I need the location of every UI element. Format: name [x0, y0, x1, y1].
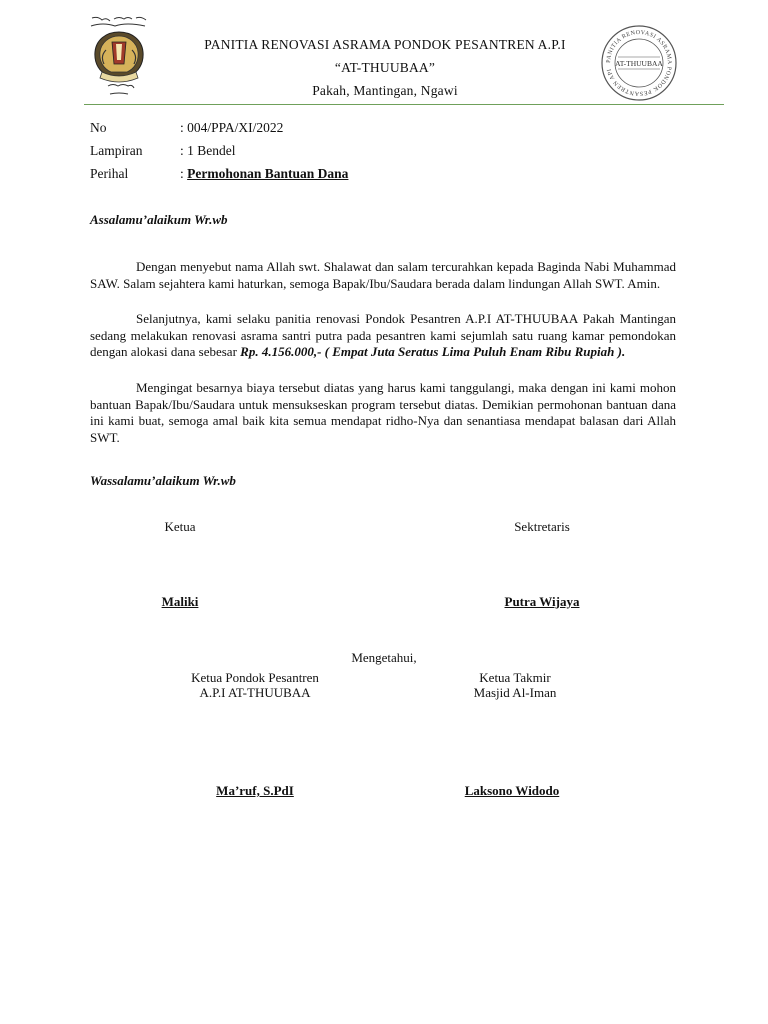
closing-greeting: Wassalamu’alaikum Wr.wb: [90, 473, 236, 488]
pesantren-emblem-logo: [88, 14, 150, 102]
header-line-1: PANITIA RENOVASI ASRAMA PONDOK PESANTREN A.P.I: [204, 37, 566, 52]
header-divider: [84, 104, 724, 105]
body-paragraph-1: Dengan menyebut nama Allah swt. Shalawat dan salam tercurahkan kepada Baginda Nabi Muhammad SAW. Salam sejahtera kami haturkan, semoga Bapak/Ibu/Saudara berada dalam lindungan Allah SWT. Amin.: [90, 259, 676, 291]
takmir-title-line-1: Ketua Takmir: [479, 670, 551, 685]
perihal-label: Perihal: [90, 166, 129, 181]
fund-amount: Rp. 4.156.000,- ( Empat Juta Seratus Lima Puluh Enam Ribu Rupiah ).: [240, 344, 626, 359]
perihal-colon: :: [180, 166, 188, 181]
body-paragraph-2-text: Selanjutnya, kami selaku panitia renovasi Pondok Pesantren A.P.I AT-THUUBAA Pakah Mantingan sedang melakukan renovasi asrama santri putra pada pesantren kami sejumlah satu ruang kamar pemondokan dengan alokasi dana sebesar: [90, 311, 676, 359]
header-line-2: “AT-THUUBAA”: [334, 60, 436, 75]
pondok-leader-name: Ma’ruf, S.PdI: [216, 783, 294, 798]
pondok-title-line-1: Ketua Pondok Pesantren: [191, 670, 319, 685]
takmir-leader-title: [440, 670, 590, 700]
perihal-value-line: [180, 166, 348, 182]
sekretaris-role: Sektretaris: [514, 519, 570, 534]
header-line-3: Pakah, Mantingan, Ngawi: [312, 83, 458, 98]
takmir-leader-name: Laksono Widodo: [464, 783, 560, 798]
perihal-value: Permohonan Bantuan Dana: [187, 166, 349, 181]
body-paragraph-2: [90, 311, 676, 361]
pondok-leader-title: [160, 670, 350, 700]
lampiran-label: Lampiran: [90, 143, 143, 158]
pondok-title-line-2: A.P.I AT-THUUBAA: [199, 685, 311, 700]
opening-greeting: Assalamu’alaikum Wr.wb: [90, 212, 228, 227]
lampiran-value: : 1 Bendel: [180, 143, 236, 158]
no-value: : 004/PPA/XI/2022: [180, 120, 284, 135]
ketua-role: Ketua: [164, 519, 196, 534]
mengetahui-label: Mengetahui,: [351, 650, 417, 665]
stamp-center-text: AT-THUUBAA: [615, 59, 663, 68]
no-label: No: [90, 120, 107, 135]
ketua-name: Maliki: [161, 594, 199, 609]
body-paragraph-3: Mengingat besarnya biaya tersebut diatas yang harus kami tanggulangi, maka dengan ini kami mohon bantuan Bapak/Ibu/Saudara untuk mensukseskan program tersebut diatas. Demikian permohonan bantuan dana ini kami buat, semoga amal baik kita semua mendapat ridho-Nya dan senantiasa mendapat balasan dari Allah SWT.: [90, 380, 676, 445]
stamp-ring-text: PANITIA RENOVASI ASRAMA PONDOK PESANTREN API: [605, 29, 673, 97]
committee-stamp-logo: [600, 24, 678, 102]
takmir-title-line-2: Masjid Al-Iman: [473, 685, 557, 700]
sekretaris-name: Putra Wijaya: [504, 594, 580, 609]
